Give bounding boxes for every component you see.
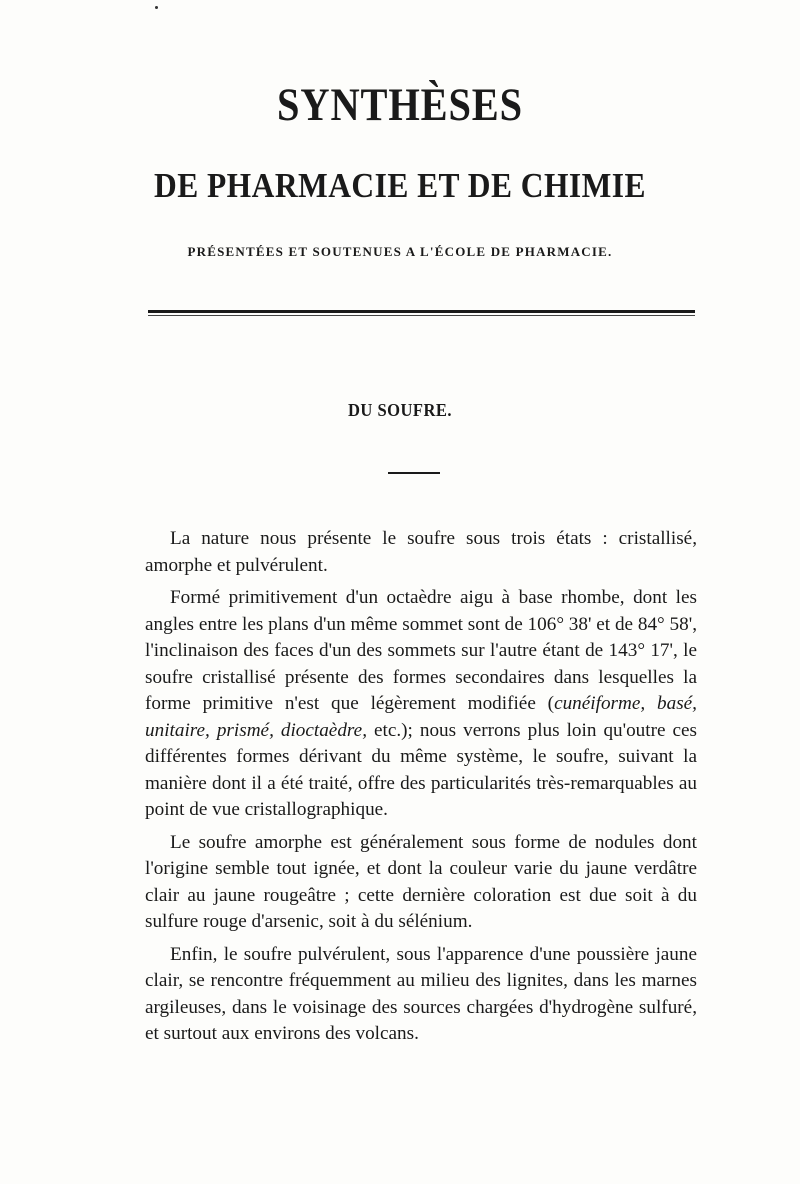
page-subtitle: DE PHARMACIE ET DE CHIMIE bbox=[154, 166, 646, 205]
paragraph-3: Le soufre amorphe est généralement sous forme de nodules dont l'origine semble tout ignée, et dont la couleur varie du jaune verdâtre clair au jaune rougeâtre ; cette dernière coloration est due soit à du sulfure rouge d'arsenic, soit à du sélénium. bbox=[145, 831, 697, 932]
section-title: DU SOUFRE. bbox=[348, 400, 452, 420]
section-rule bbox=[388, 472, 440, 474]
header-rule-thin bbox=[148, 315, 695, 316]
paragraph-1: La nature nous présente le soufre sous trois états : cristallisé, amorphe et pulvérulent. bbox=[145, 528, 697, 576]
paragraph-2-end: etc.); nous verrons plus loin qu'outre ces différentes formes dérivant du même système, le soufre, suivant la manière dont il a été traité, offre des particularités très-remarquables au point de vue cristallographique. bbox=[145, 719, 698, 820]
body-text bbox=[145, 526, 697, 1054]
paragraph-2-start: Formé primitivement d'un octaèdre aigu à base rhombe, dont les angles entre les plans d'un même sommet sont de 106° 38' et de 84° 58', l'inclinaison des faces d'un des sommets sur l'autre étant de 143° 17', le soufre cristallisé présente des formes secondaires dans lesquelles la forme primitive n'est que légèrement modifiée ( bbox=[145, 587, 697, 714]
paragraph-2-italic: cunéiforme, basé, unitaire, prismé, dioctaèdre, bbox=[145, 693, 697, 741]
presented-line: PRÉSENTÉES ET SOUTENUES A L'ÉCOLE DE PHARMACIE. bbox=[187, 244, 613, 259]
paragraph-4: Enfin, le soufre pulvérulent, sous l'apparence d'une poussière jaune clair, se rencontre fréquemment au milieu des lignites, dans les marnes argileuses, dans le voisinage des sources chargées d'hydrogène sulfuré, et surtout aux environs des volcans. bbox=[145, 943, 697, 1044]
paragraph-2 bbox=[145, 585, 697, 824]
header-rule-thick bbox=[148, 310, 695, 313]
page-title: SYNTHÈSES bbox=[277, 79, 523, 131]
print-speck bbox=[155, 6, 158, 9]
